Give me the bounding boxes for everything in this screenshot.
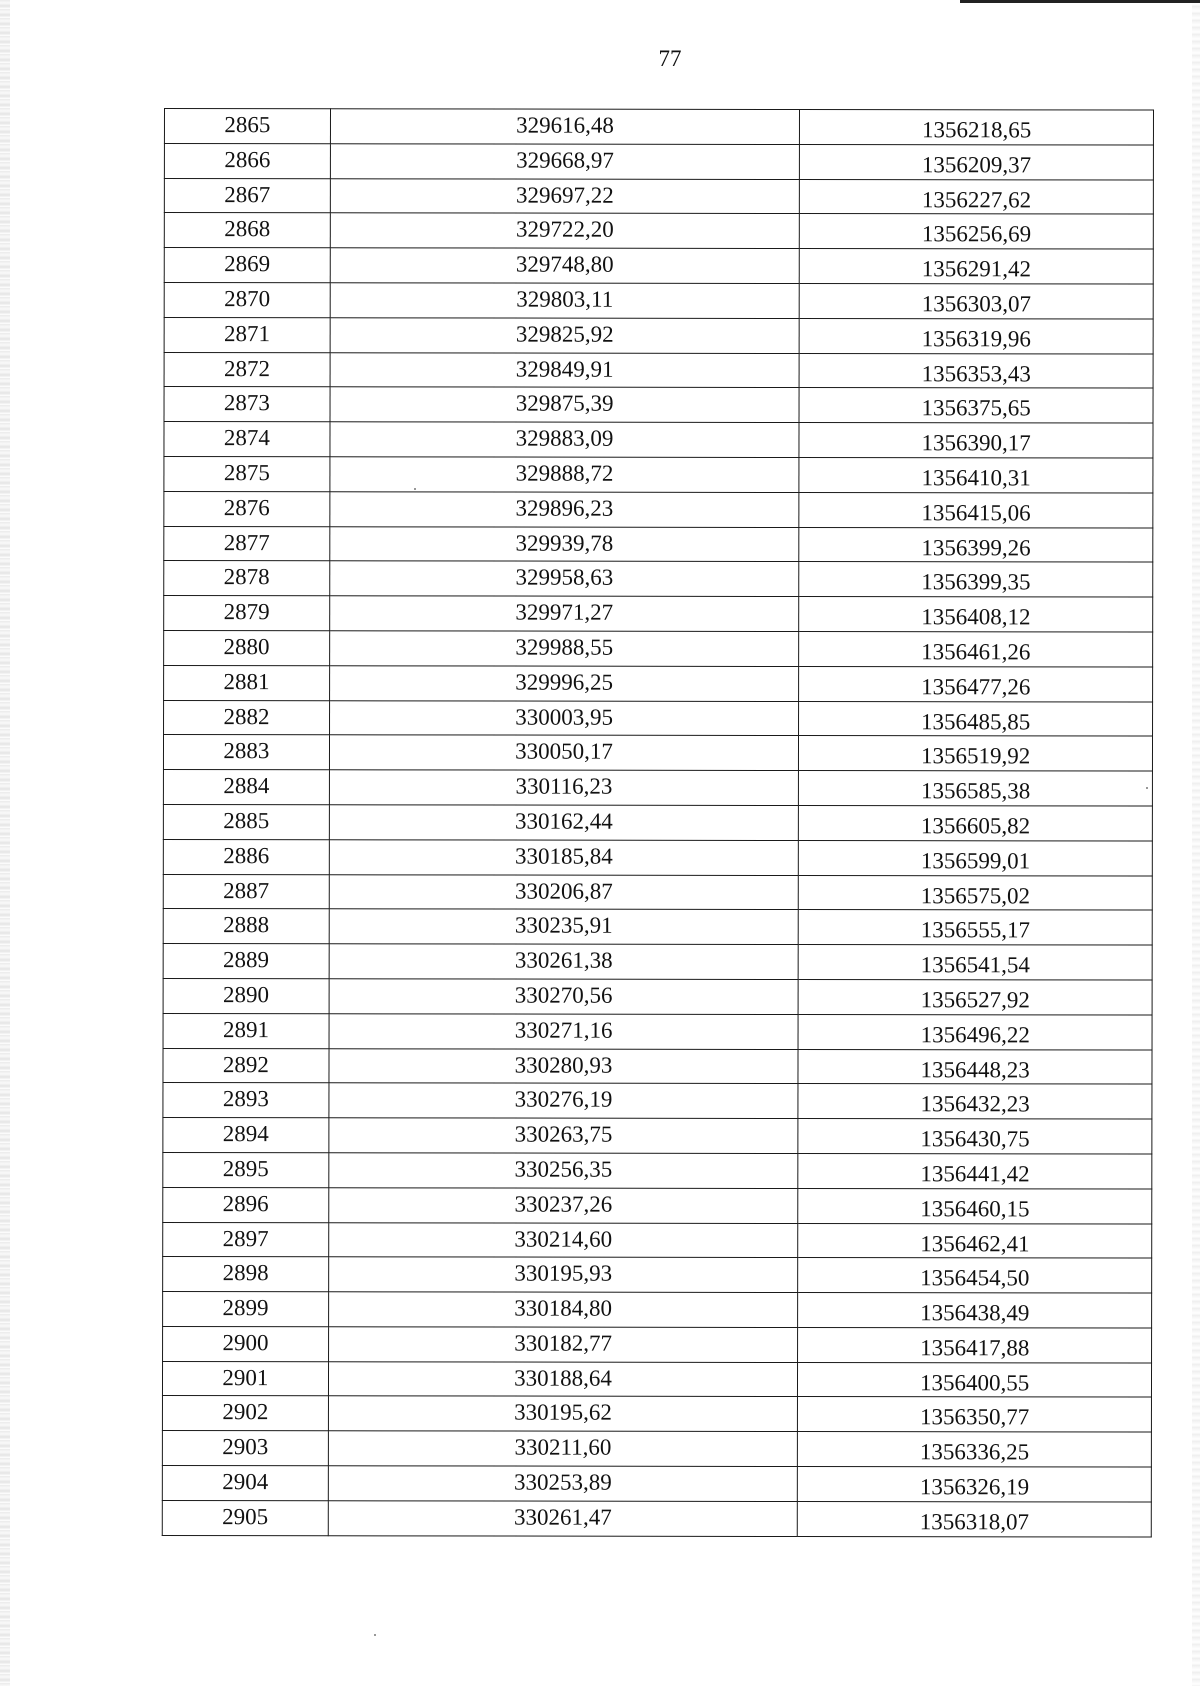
y-coordinate-cell: 1356375,65	[799, 388, 1153, 423]
y-coordinate-cell: 1356461,26	[799, 631, 1153, 666]
x-coordinate-cell: 329668,97	[330, 144, 800, 180]
point-number-cell: 2887	[163, 874, 329, 909]
point-number-cell: 2905	[162, 1500, 328, 1535]
x-coordinate-cell: 330185,84	[329, 839, 799, 875]
point-number-cell: 2902	[162, 1396, 328, 1431]
x-coordinate-cell: 329748,80	[330, 248, 800, 284]
x-coordinate-cell: 330195,93	[328, 1257, 798, 1293]
table-row	[164, 248, 1153, 284]
table-row	[164, 143, 1153, 179]
x-coordinate-cell: 330188,64	[328, 1361, 798, 1397]
x-coordinate-cell: 330263,75	[329, 1118, 799, 1154]
y-coordinate-cell: 1356477,26	[799, 666, 1153, 701]
y-coordinate-cell: 1356496,22	[798, 1014, 1152, 1049]
point-number-cell: 2895	[163, 1152, 329, 1187]
x-coordinate-cell: 330280,93	[329, 1048, 799, 1084]
point-number-cell: 2871	[164, 317, 330, 352]
point-number-cell: 2870	[164, 282, 330, 317]
x-coordinate-cell: 330276,19	[329, 1083, 799, 1119]
y-coordinate-cell: 1356575,02	[799, 875, 1153, 910]
y-coordinate-cell: 1356541,54	[798, 945, 1152, 980]
point-number-cell: 2897	[163, 1222, 329, 1257]
y-coordinate-cell: 1356209,37	[800, 144, 1154, 179]
point-number-cell: 2878	[164, 561, 330, 596]
x-coordinate-cell: 330237,26	[329, 1187, 799, 1223]
point-number-cell: 2892	[163, 1048, 329, 1083]
x-coordinate-cell: 330270,56	[329, 979, 799, 1015]
y-coordinate-cell: 1356408,12	[799, 597, 1153, 632]
y-coordinate-cell: 1356448,23	[798, 1049, 1152, 1084]
x-coordinate-cell: 329616,48	[330, 109, 800, 145]
table-row	[163, 1326, 1152, 1362]
coordinates-table	[162, 108, 1154, 1537]
x-coordinate-cell: 329825,92	[330, 318, 800, 354]
page-number: 77	[658, 46, 682, 71]
table-row	[164, 422, 1153, 458]
table-row	[163, 1152, 1152, 1188]
y-coordinate-cell: 1356462,41	[798, 1223, 1152, 1258]
table-row	[164, 665, 1153, 701]
x-coordinate-cell: 329971,27	[330, 596, 800, 632]
point-number-cell: 2899	[163, 1292, 329, 1327]
table-row	[163, 1257, 1152, 1293]
y-coordinate-cell: 1356460,15	[798, 1188, 1152, 1223]
table-row	[163, 1292, 1152, 1328]
point-number-cell: 2890	[163, 978, 329, 1013]
point-number-cell: 2869	[164, 248, 330, 283]
point-number-cell: 2882	[164, 700, 330, 735]
y-coordinate-cell: 1356605,82	[799, 805, 1153, 840]
table-row	[163, 735, 1152, 771]
x-coordinate-cell: 330050,17	[329, 735, 799, 771]
y-coordinate-cell: 1356519,92	[799, 736, 1153, 771]
point-number-cell: 2881	[164, 665, 330, 700]
y-coordinate-cell: 1356438,49	[798, 1293, 1152, 1328]
y-coordinate-cell: 1356430,75	[798, 1119, 1152, 1154]
point-number-cell: 2891	[163, 1013, 329, 1048]
y-coordinate-cell: 1356454,50	[798, 1258, 1152, 1293]
table-row	[163, 1222, 1152, 1258]
coordinates-table-body	[162, 109, 1153, 1537]
x-coordinate-cell: 329803,11	[330, 283, 800, 319]
table-row	[164, 109, 1153, 145]
point-number-cell: 2888	[163, 909, 329, 944]
y-coordinate-cell: 1356410,31	[799, 457, 1153, 492]
y-coordinate-cell: 1356399,35	[799, 562, 1153, 597]
table-row	[163, 839, 1152, 875]
x-coordinate-cell: 329888,72	[330, 457, 800, 493]
point-number-cell: 2889	[163, 944, 329, 979]
y-coordinate-cell: 1356400,55	[798, 1362, 1152, 1397]
x-coordinate-cell: 330271,16	[329, 1013, 799, 1049]
x-coordinate-cell: 329958,63	[330, 561, 800, 597]
x-coordinate-cell: 330184,80	[328, 1292, 798, 1328]
x-coordinate-cell: 330261,38	[329, 944, 799, 980]
table-row	[164, 630, 1153, 666]
x-coordinate-cell: 329883,09	[330, 422, 800, 458]
point-number-cell: 2884	[163, 770, 329, 805]
x-coordinate-cell: 330206,87	[329, 874, 799, 910]
x-coordinate-cell: 329939,78	[330, 526, 800, 562]
table-row	[164, 282, 1153, 318]
point-number-cell: 2876	[164, 491, 330, 526]
y-coordinate-cell: 1356441,42	[798, 1153, 1152, 1188]
table-row	[162, 1431, 1151, 1467]
table-row	[163, 1187, 1152, 1223]
table-row	[164, 561, 1153, 597]
point-number-cell: 2883	[163, 735, 329, 770]
point-number-cell: 2867	[164, 178, 330, 213]
x-coordinate-cell: 329996,25	[329, 666, 799, 702]
point-number-cell: 2885	[163, 804, 329, 839]
y-coordinate-cell: 1356303,07	[799, 283, 1153, 318]
table-row	[164, 387, 1153, 423]
table-row	[163, 804, 1152, 840]
table-row	[163, 909, 1152, 945]
top-rule	[960, 0, 1200, 3]
scan-edge-left	[0, 0, 10, 1686]
y-coordinate-cell: 1356326,19	[798, 1467, 1152, 1502]
point-number-cell: 2896	[163, 1187, 329, 1222]
table-row	[162, 1500, 1151, 1536]
y-coordinate-cell: 1356555,17	[798, 910, 1152, 945]
y-coordinate-cell: 1356336,25	[798, 1432, 1152, 1467]
table-row	[163, 978, 1152, 1014]
table-row	[162, 1466, 1151, 1502]
x-coordinate-cell: 330235,91	[329, 909, 799, 945]
point-number-cell: 2875	[164, 456, 330, 491]
x-coordinate-cell: 330003,95	[329, 700, 799, 736]
scan-speck	[1146, 787, 1148, 789]
x-coordinate-cell: 329988,55	[329, 631, 799, 667]
x-coordinate-cell: 329896,23	[330, 492, 800, 528]
y-coordinate-cell: 1356218,65	[800, 109, 1154, 144]
scan-speck	[374, 1634, 376, 1636]
y-coordinate-cell: 1356527,92	[798, 979, 1152, 1014]
y-coordinate-cell: 1356415,06	[799, 492, 1153, 527]
point-number-cell: 2879	[164, 596, 330, 631]
table-row	[163, 1083, 1152, 1119]
table-row	[163, 1048, 1152, 1084]
x-coordinate-cell: 329722,20	[330, 213, 800, 249]
point-number-cell: 2873	[164, 387, 330, 422]
point-number-cell: 2904	[162, 1466, 328, 1501]
y-coordinate-cell: 1356291,42	[800, 249, 1154, 284]
y-coordinate-cell: 1356227,62	[800, 179, 1154, 214]
y-coordinate-cell: 1356319,96	[799, 318, 1153, 353]
point-number-cell: 2898	[163, 1257, 329, 1292]
x-coordinate-cell: 329849,91	[330, 352, 800, 388]
scan-speck	[414, 488, 416, 490]
point-number-cell: 2894	[163, 1118, 329, 1153]
point-number-cell: 2880	[164, 630, 330, 665]
y-coordinate-cell: 1356390,17	[799, 423, 1153, 458]
x-coordinate-cell: 330195,62	[328, 1396, 798, 1432]
point-number-cell: 2872	[164, 352, 330, 387]
x-coordinate-cell: 330214,60	[329, 1222, 799, 1258]
point-number-cell: 2900	[163, 1326, 329, 1361]
table-row	[163, 1013, 1152, 1049]
table-row	[164, 596, 1153, 632]
table-row	[164, 178, 1153, 214]
x-coordinate-cell: 330211,60	[328, 1431, 798, 1467]
point-number-cell: 2901	[162, 1361, 328, 1396]
x-coordinate-cell: 330116,23	[329, 770, 799, 806]
y-coordinate-cell: 1356417,88	[798, 1327, 1152, 1362]
table-row	[163, 944, 1152, 980]
y-coordinate-cell: 1356256,69	[800, 214, 1154, 249]
y-coordinate-cell: 1356350,77	[798, 1397, 1152, 1432]
y-coordinate-cell: 1356585,38	[799, 771, 1153, 806]
table-row	[163, 874, 1152, 910]
x-coordinate-cell: 329697,22	[330, 178, 800, 214]
point-number-cell: 2893	[163, 1083, 329, 1118]
table-row	[164, 213, 1153, 249]
y-coordinate-cell: 1356485,85	[799, 701, 1153, 736]
table-row	[164, 456, 1153, 492]
point-number-cell: 2886	[163, 839, 329, 874]
point-number-cell: 2866	[164, 143, 330, 178]
table-row	[162, 1396, 1151, 1432]
point-number-cell: 2868	[164, 213, 330, 248]
x-coordinate-cell: 330162,44	[329, 805, 799, 841]
point-number-cell: 2877	[164, 526, 330, 561]
point-number-cell: 2903	[162, 1431, 328, 1466]
table-row	[164, 317, 1153, 353]
x-coordinate-cell: 330182,77	[328, 1327, 798, 1363]
table-row	[164, 352, 1153, 388]
y-coordinate-cell: 1356432,23	[798, 1084, 1152, 1119]
y-coordinate-cell: 1356353,43	[799, 353, 1153, 388]
x-coordinate-cell: 330261,47	[328, 1501, 798, 1537]
table-row	[164, 526, 1153, 562]
y-coordinate-cell: 1356599,01	[799, 840, 1153, 875]
x-coordinate-cell: 330256,35	[329, 1153, 799, 1189]
table-row	[163, 1118, 1152, 1154]
table-row	[163, 770, 1152, 806]
y-coordinate-cell: 1356399,26	[799, 527, 1153, 562]
y-coordinate-cell: 1356318,07	[798, 1501, 1152, 1536]
table-row	[164, 700, 1153, 736]
x-coordinate-cell: 330253,89	[328, 1466, 798, 1502]
x-coordinate-cell: 329875,39	[330, 387, 800, 423]
point-number-cell: 2874	[164, 422, 330, 457]
point-number-cell: 2865	[164, 109, 330, 144]
table-row	[164, 491, 1153, 527]
table-row	[162, 1361, 1151, 1397]
scan-edge-right	[1192, 0, 1200, 1686]
